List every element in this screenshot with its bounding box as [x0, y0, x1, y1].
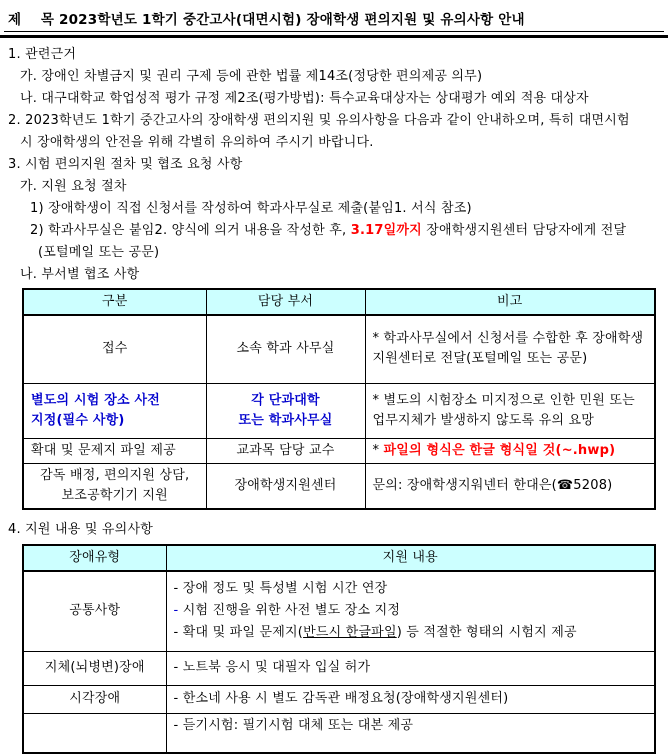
- dept-cooperation-table: [22, 288, 656, 510]
- line-request-procedure: 가. 지원 요청 절차: [20, 179, 127, 194]
- line-policy-basis: 나. 대구대학교 학업성적 평가 규정 제2조(평가방법): 특수교육대상자는 상대평가 예외 적용 대상자: [20, 91, 589, 106]
- cell-contact-info: [365, 463, 655, 509]
- table-row-exam-file: [23, 438, 655, 463]
- hwp-file-underline: 반드시 한글파일: [303, 625, 397, 641]
- cell-support-center: 장애학생지원센터: [206, 463, 365, 509]
- exam-location-line2: 지정(필수 사항): [31, 412, 125, 428]
- line-related-basis: 1. 관련근거: [8, 47, 77, 62]
- line-step-2-cont: (포털메일 또는 공문): [38, 245, 160, 260]
- step-2-suffix: 장애학생지원센터 담당자에게 전달: [421, 223, 627, 238]
- cell-exam-file: 확대 및 문제지 파일 제공: [23, 438, 206, 463]
- step-2-prefix: 2) 학과사무실은 붙임2. 양식에 의거 내용을 작성한 후,: [30, 223, 351, 238]
- section4-heading: 4. 지원 내용 및 유의사항: [8, 522, 153, 537]
- cell-college-office: [206, 383, 365, 438]
- common-bullet-3: [174, 622, 648, 644]
- common-bullet-2: [174, 600, 648, 622]
- supervision-line1: 감독 배정, 편의지원 상담,: [40, 467, 190, 483]
- table-row-physical: [23, 651, 655, 685]
- table-header-row: [23, 289, 655, 315]
- bullet-2-text: 시험 진행을 위한 사전 별도 장소 지정: [182, 603, 401, 619]
- table-row-common: [23, 571, 655, 651]
- contact-prefix: 문의: 장애학생지워넨터 한대은(: [372, 477, 557, 493]
- table-row-exam-location: [23, 383, 655, 438]
- page-title: 제 목 2023학년도 1학기 중간고사(대면시험) 장애학생 편의지원 및 유의사항 안내: [8, 12, 525, 28]
- table-row-visual: [23, 685, 655, 713]
- line-step-1: 1) 장애학생이 직접 신청서를 작성하여 학과사무실로 제출(붙임1. 서식 참조): [30, 201, 472, 216]
- table-header-row: [23, 545, 655, 571]
- cell-dept-office: 소속 학과 사무실: [206, 315, 365, 383]
- cell-supervision: [23, 463, 206, 509]
- line-step-2: [8, 220, 668, 242]
- line-law-basis: 가. 장애인 차별금지 및 권리 구제 등에 관한 법률 제14조(정당한 편의제공 의무): [20, 69, 483, 84]
- table-row-hearing: [23, 713, 655, 753]
- common-bullet-1: - 장애 정도 및 특성별 시험 시간 연장: [173, 581, 388, 597]
- deadline-text: 3.17일까지: [350, 223, 422, 238]
- exam-location-line1: 별도의 시험 장소 사전: [31, 392, 160, 408]
- cell-exam-location-remark: * 별도의 시험장소 미지정으로 인한 민원 또는 업무지체가 발생하지 않도록 유의 요망: [365, 383, 655, 438]
- line-notice-1: 2. 2023학년도 1학기 중간고사의 장애학생 편의지원 및 유의사항을 다음과 같이 안내하오며, 특히 대면시험: [8, 113, 630, 128]
- cell-exam-location: [23, 383, 206, 438]
- support-content-table: [22, 544, 656, 754]
- phone-icon: ☎: [556, 477, 574, 493]
- document-body: [0, 38, 668, 754]
- line-dept-cooperation: 나. 부서별 협조 사항: [20, 267, 140, 282]
- contact-number: 5208): [573, 477, 613, 493]
- cell-physical: 지체(뇌병변)장애: [23, 651, 166, 685]
- cell-reception: 접수: [23, 315, 206, 383]
- header-remarks: 비고: [365, 289, 655, 315]
- title-block: [4, 6, 664, 32]
- bullet-3-suffix: ) 등 적절한 형태의 시험지 제공: [396, 625, 577, 641]
- cell-visual-support: - 한소네 사용 시 별도 감독관 배정요청(장애학생지원센터): [166, 685, 655, 713]
- header-support-content: 지원 내용: [166, 545, 655, 571]
- line-notice-2: 시 장애학생의 안전을 위해 각별히 유의하여 주시기 바랍니다.: [20, 135, 374, 150]
- line-procedure-heading: 3. 시험 편의지원 절차 및 협조 요청 사항: [8, 157, 243, 172]
- table-row-supervision: [23, 463, 655, 509]
- cell-common-support: [166, 571, 655, 651]
- bullet-2-dash: -: [173, 603, 183, 619]
- college-office-line1: 각 단과대학: [251, 392, 320, 408]
- cell-hearing-support: - 듣기시험: 필기시험 대체 또는 대본 제공: [166, 713, 655, 753]
- file-format-star: *: [372, 442, 384, 458]
- cell-file-format-remark: [365, 438, 655, 463]
- header-department: 담당 부서: [206, 289, 365, 315]
- bullet-3-prefix: - 확대 및 파일 문제지(: [173, 625, 304, 641]
- supervision-line2: 보조공학기기 지원: [61, 487, 168, 503]
- cell-hearing: [23, 713, 166, 753]
- header-category: 구분: [23, 289, 206, 315]
- file-format-warning: 파일의 형식은 한글 형식일 것(~.hwp): [383, 442, 616, 458]
- cell-visual: 시각장애: [23, 685, 166, 713]
- header-disability-type: 장애유형: [23, 545, 166, 571]
- cell-course-professor: 교과목 담당 교수: [206, 438, 365, 463]
- college-office-line2: 또는 학과사무실: [238, 412, 333, 428]
- cell-common: 공통사항: [23, 571, 166, 651]
- table-row-reception: [23, 315, 655, 383]
- cell-physical-support: - 노트북 응시 및 대필자 입실 허가: [166, 651, 655, 685]
- cell-reception-remark: * 학과사무실에서 신청서를 수합한 후 장애학생지원센터로 전달(포털메일 또는 공문): [365, 315, 655, 383]
